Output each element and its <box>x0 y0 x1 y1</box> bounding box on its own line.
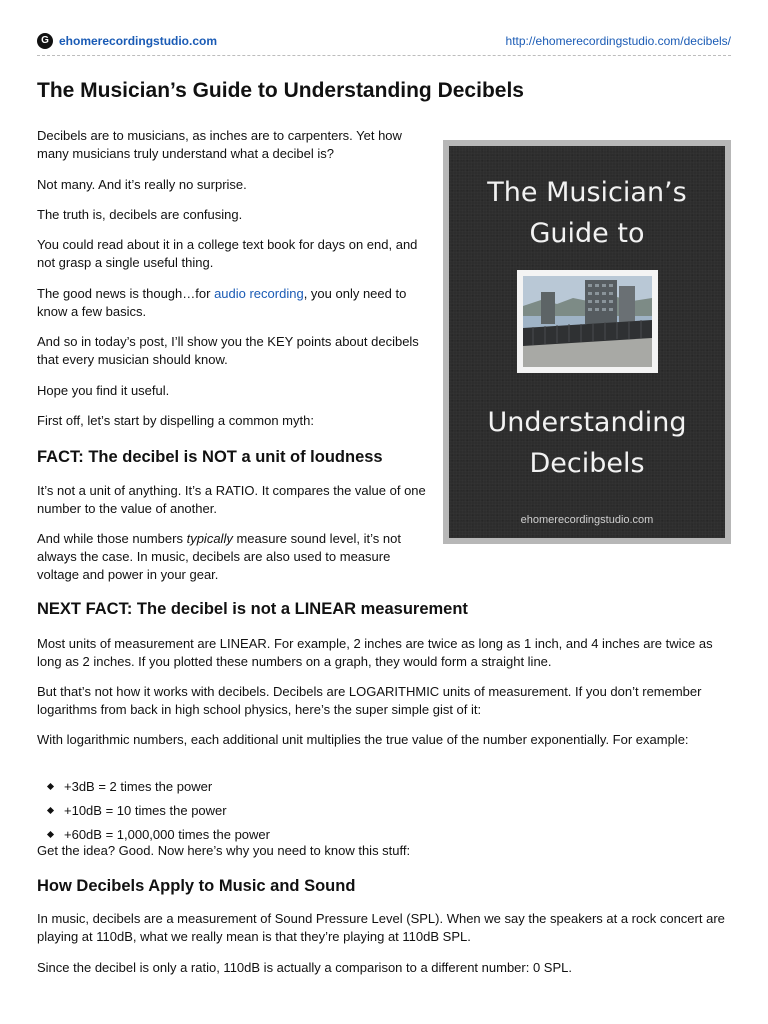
paragraph-text: measure sound level, it’s not always the case. In music, decibels are also used to measure voltage and power in your gear. <box>37 531 401 582</box>
site-logo-icon: G <box>37 33 53 49</box>
paragraph-text: And while those numbers <box>37 531 187 546</box>
paragraph: Hope you find it useful. <box>37 383 170 398</box>
cover-title-line: The Musician’s <box>487 177 687 208</box>
cover-title-bottom <box>449 402 725 484</box>
bullet-icon <box>47 831 54 838</box>
paragraph: In music, decibels are a measurement of Sound Pressure Level (SPL). When we say the speakers at a rock concert are playing at 110dB, what we really mean is that they’re playing at 110dB SPL. <box>37 911 725 944</box>
list-item-text: +60dB = 1,000,000 times the power <box>64 827 270 842</box>
paragraph: Not many. And it’s really no surprise. <box>37 177 247 192</box>
paragraph: Get the idea? Good. Now here’s why you need to know this stuff: <box>37 843 411 858</box>
paragraph: Since the decibel is only a ratio, 110dB is actually a comparison to a different number: 0 SPL. <box>37 960 572 975</box>
section-heading-how: How Decibels Apply to Music and Sound <box>37 877 356 895</box>
section-heading-next-fact: NEXT FACT: The decibel is not a LINEAR measurement <box>37 600 468 618</box>
section-heading-fact: FACT: The decibel is NOT a unit of loudness <box>37 448 383 466</box>
paragraph-text: , you only need to know a few basics. <box>37 286 407 319</box>
page-url-link[interactable]: http://ehomerecordingstudio.com/decibels/ <box>505 34 731 48</box>
cover-image <box>443 140 731 544</box>
cover-site-text: ehomerecordingstudio.com <box>520 514 654 526</box>
list-item <box>37 802 270 826</box>
list-item-text: +10dB = 10 times the power <box>64 803 227 818</box>
bullet-list <box>37 778 270 850</box>
paragraph: And so in today’s post, I’ll show you the KEY points about decibels that every musician should know. <box>37 334 419 367</box>
paragraph: Most units of measurement are LINEAR. For example, 2 inches are twice as long as 1 inch, and 4 inches are twice as long as 2 inches. If you plotted these numbers on a graph, they would form a straight line. <box>37 636 713 669</box>
emphasis-text: typically <box>186 531 233 546</box>
cover-board <box>449 146 725 538</box>
speaker-stack-photo <box>517 270 658 373</box>
bullet-icon <box>47 807 54 814</box>
paragraph <box>37 530 427 584</box>
page-title: The Musician’s Guide to Understanding Decibels <box>37 79 524 102</box>
bullet-icon <box>47 783 54 790</box>
paragraph: First off, let’s start by dispelling a common myth: <box>37 413 314 428</box>
cover-title-line: Guide to <box>529 218 645 249</box>
page-header <box>37 32 731 54</box>
speaker-stack-photo-icon <box>523 276 652 367</box>
audio-recording-link[interactable]: audio recording <box>214 286 304 301</box>
paragraph: It’s not a unit of anything. It’s a RATIO. It compares the value of one number to the value of another. <box>37 483 426 516</box>
list-item-text: +3dB = 2 times the power <box>64 779 213 794</box>
site-name-link[interactable]: ehomerecordingstudio.com <box>59 34 218 48</box>
paragraph-text: The good news is though…for <box>37 286 215 301</box>
paragraph <box>37 285 427 321</box>
paragraph: Decibels are to musicians, as inches are to carpenters. Yet how many musicians truly understand what a decibel is? <box>37 128 402 161</box>
paragraph: With logarithmic numbers, each additional unit multiplies the true value of the number exponentially. For example: <box>37 732 689 747</box>
paragraph: But that’s not how it works with decibels. Decibels are LOGARITHMIC units of measurement. If you don’t remember logarithms from back in high school physics, here’s the super simple gist of it: <box>37 684 702 717</box>
paragraph: The truth is, decibels are confusing. <box>37 207 243 222</box>
cover-title-top <box>449 172 725 254</box>
cover-title-line: Understanding <box>487 407 687 438</box>
paragraph: You could read about it in a college text book for days on end, and not grasp a single useful thing. <box>37 237 418 270</box>
list-item <box>37 778 270 802</box>
cover-title-line: Decibels <box>529 448 645 479</box>
header-divider <box>37 55 731 56</box>
